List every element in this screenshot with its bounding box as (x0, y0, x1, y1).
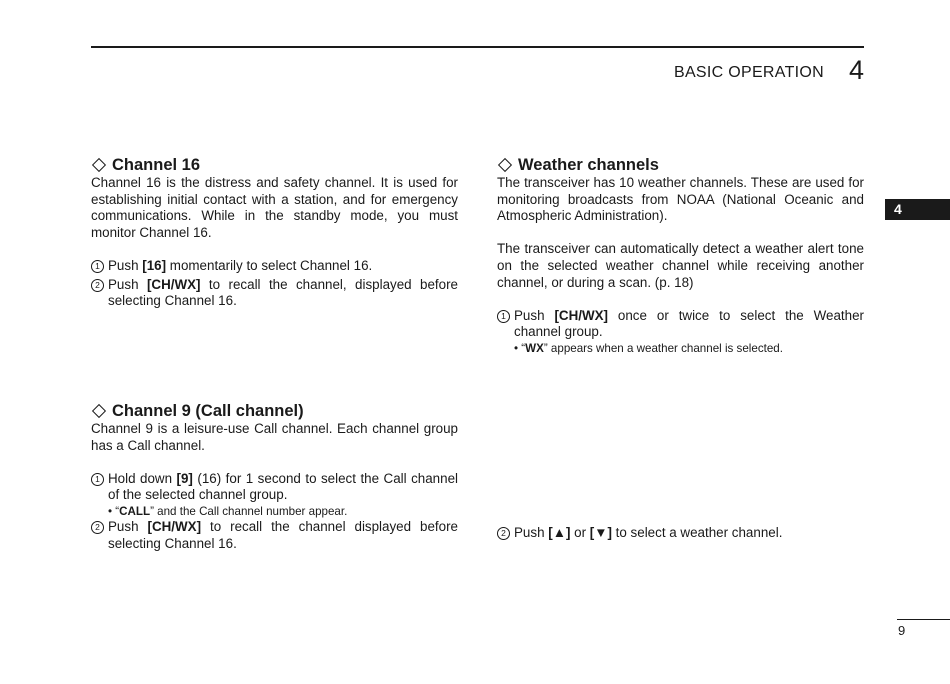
page-number-rule (897, 619, 950, 620)
channel9-step1: 1 Hold down [9] (16) for 1 second to select the Call channel of the selected channel group. (91, 471, 458, 504)
chapter-number: 4 (848, 55, 864, 85)
channel9-heading: Channel 9 (Call channel) (91, 401, 458, 421)
weather-heading: Weather channels (497, 155, 864, 175)
down-arrow-key: [▼] (589, 525, 612, 540)
channel9-note: • “CALL” and the Call channel number appear. (108, 504, 348, 518)
section-title: BASIC OPERATION (673, 64, 824, 81)
step-number-icon: 1 (497, 310, 510, 323)
weather-step2-block (497, 525, 864, 542)
channel16-heading: Channel 16 (91, 155, 458, 175)
chapter-tab: 4 (885, 199, 950, 220)
channel9-section (91, 401, 458, 552)
channel9-step2: 2 Push [CH/WX] to recall the channel displayed before selecting Channel 16. (91, 519, 458, 552)
diamond-bullet-icon (498, 158, 512, 172)
weather-step1: 1 Push [CH/WX] once or twice to select the Weather channel group. (497, 308, 864, 341)
channel16-step2: 2 Push [CH/WX] to recall the channel, displayed before selecting Channel 16. (91, 277, 458, 310)
weather-body1: The transceiver has 10 weather channels. These are used for monitoring broadcasts from NOAA (National Oceanic and Atmospheric Administration). (497, 175, 864, 224)
step-number-icon: 2 (497, 527, 510, 540)
weather-section (497, 155, 864, 356)
up-arrow-key: [▲] (548, 525, 571, 540)
channel16-body: Channel 16 is the distress and safety channel. It is used for establishing initial contact with a station, and for emergency communications. While in the standby mode, you must monitor Channel 16. (91, 175, 458, 240)
weather-note: • “WX” appears when a weather channel is selected. (514, 341, 783, 355)
weather-step2: 2 Push [▲] or [▼] to select a weather channel. (497, 525, 864, 542)
channel16-step1: 1 Push [16] momentarily to select Channel 16. (91, 258, 458, 275)
channel9-body: Channel 9 is a leisure-use Call channel. Each channel group has a Call channel. (91, 421, 458, 453)
step-number-icon: 2 (91, 279, 104, 292)
step-number-icon: 1 (91, 473, 104, 486)
step-number-icon: 1 (91, 260, 104, 273)
channel16-section (91, 155, 458, 310)
diamond-bullet-icon (92, 158, 106, 172)
diamond-bullet-icon (92, 404, 106, 418)
step-number-icon: 2 (91, 521, 104, 534)
page-number: 9 (898, 623, 906, 638)
weather-body2: The transceiver can automatically detect a weather alert tone on the selected weather channel while receiving another channel, or during a scan. (p. 18) (497, 241, 864, 290)
header-rule (91, 46, 864, 48)
